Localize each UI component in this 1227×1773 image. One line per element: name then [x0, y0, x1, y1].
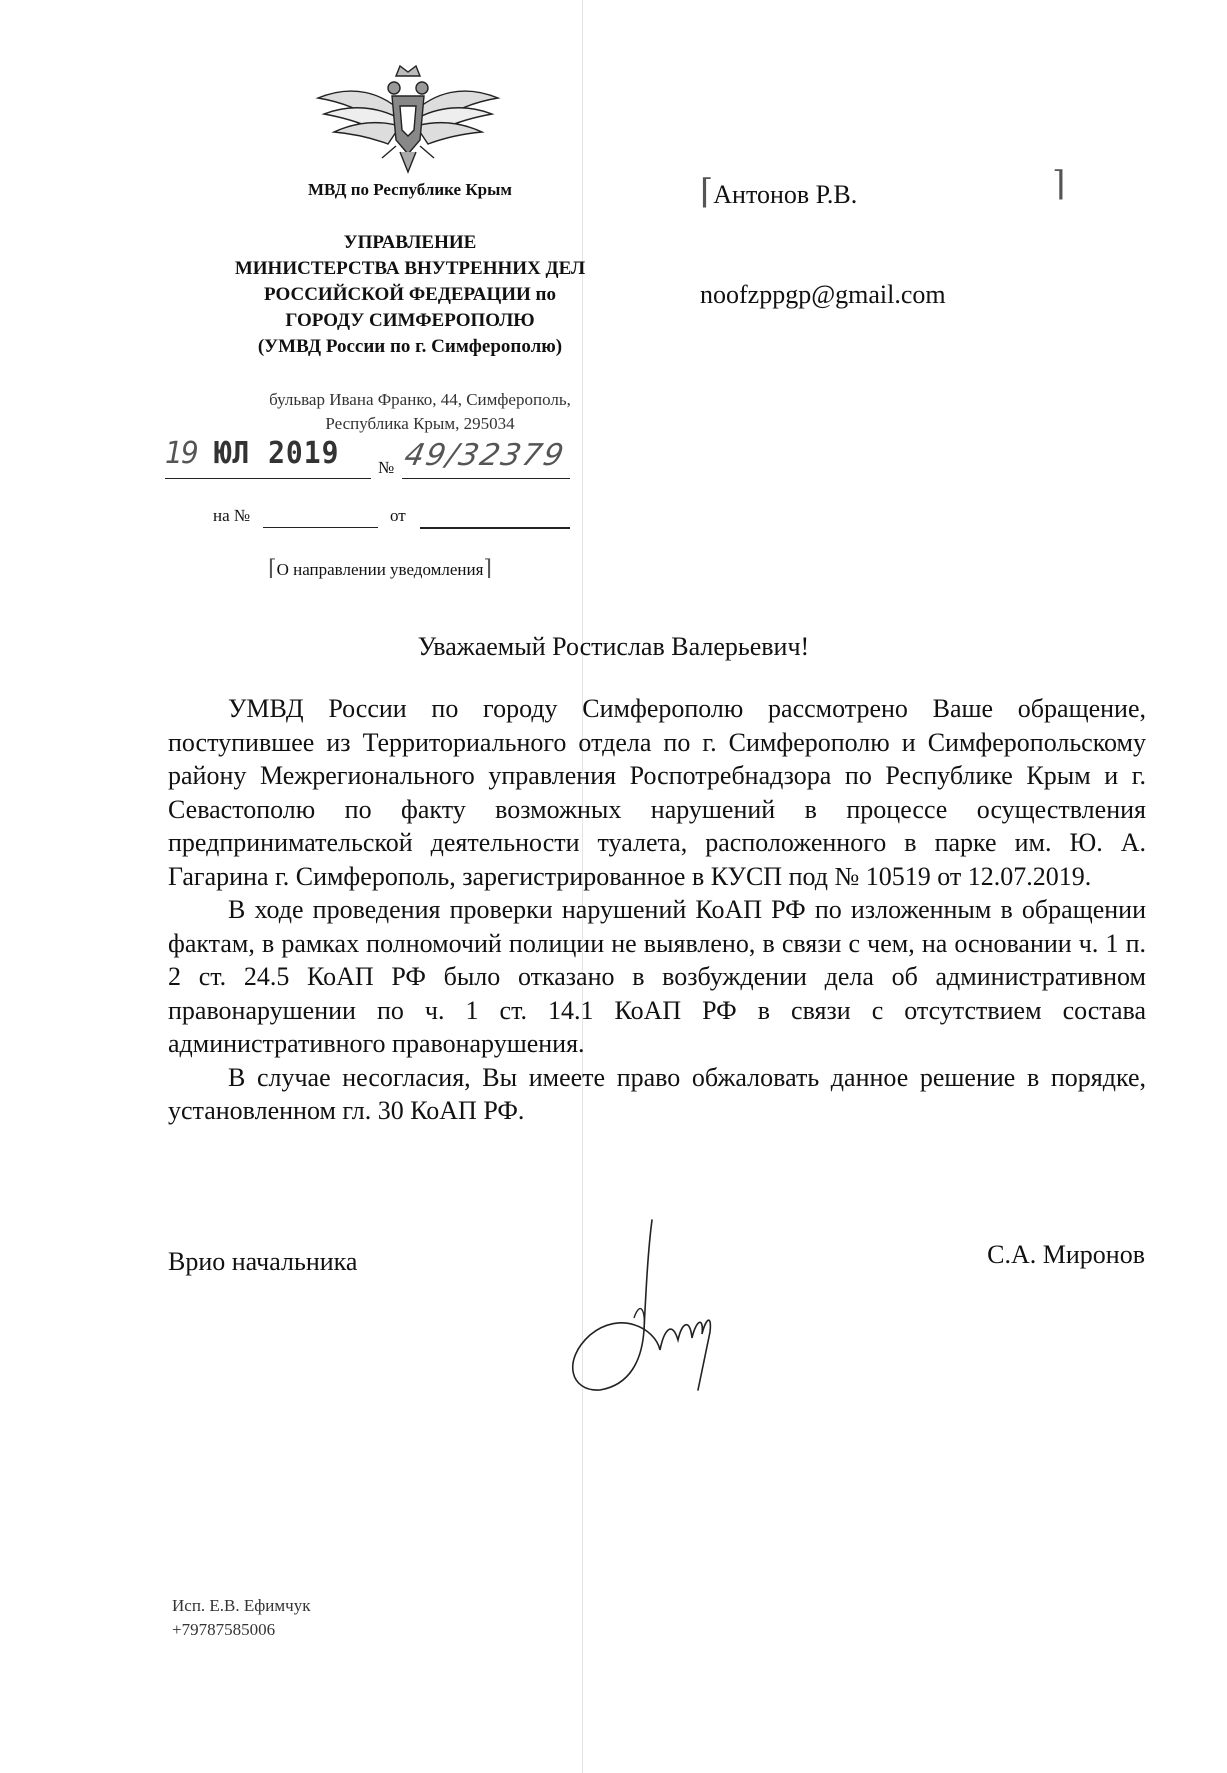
addressee-name [700, 172, 857, 212]
department-line: (УМВД России по г. Симферополю) [257, 336, 563, 357]
department-name [180, 230, 640, 360]
letter-body [168, 692, 1146, 1128]
address-line: бульвар Ивана Франко, 44, Симферополь, [269, 390, 571, 409]
addressee-email: noofzppgp@gmail.com [700, 280, 946, 309]
subject-text: О направлении уведомления [276, 560, 484, 579]
bracket-open-icon: ⌈ [268, 555, 277, 580]
executor-info [172, 1594, 310, 1642]
department-address [200, 388, 640, 436]
body-paragraph: УМВД России по городу Симферополю рассмотрено Ваше обращение, поступившее из Территориального отдела по г. Симферополю и Симферопольскому району Межрегионального управления Роспотребнадзора по Республике Крым и г. Севастополю по факту возможных нарушений в процессе осуществления предпринимательской деятельности туалета, расположенного в парке им. Ю. А. Гагарина г. Симферополь, зарегистрированное в КУСП под № 10519 от 12.07.2019. [168, 694, 1146, 891]
registration-number: 49/32379 [401, 438, 569, 473]
number-label: № [378, 458, 395, 477]
corner-left-icon: ⌈ [700, 174, 714, 211]
date-month-year: ЮЛ 2019 [214, 434, 340, 471]
department-line: ГОРОДУ СИМФЕРОПОЛЮ [285, 310, 535, 331]
from-underline [420, 527, 570, 529]
letter-subject [268, 555, 492, 581]
date-underline [165, 478, 371, 479]
ref-underline [263, 527, 378, 528]
signatory-name: С.А. Миронов [987, 1240, 1145, 1269]
eagle-emblem-icon [312, 62, 504, 180]
address-line: Республика Крым, 295034 [325, 414, 515, 433]
body-paragraph: В ходе проведения проверки нарушений КоАП РФ по изложенным в обращении фактам, в рамках полномочий полиции не выявлено, в связи с чем, на основании ч. 1 п. 2 ст. 24.5 КоАП РФ было отказано в возбуждении дела об административном правонарушении по ч. 1 ст. 14.1 КоАП РФ в связи с отсутствием состава административного правонарушения. [168, 895, 1146, 1058]
bracket-close-icon: ⌉ [483, 555, 493, 580]
executor-phone: +79787585006 [172, 1620, 276, 1639]
number-underline [402, 478, 570, 479]
department-line: УПРАВЛЕНИЕ [343, 232, 477, 253]
ministry-short-name: МВД по Республике Крым [308, 180, 512, 199]
signatory-position: Врио начальника [168, 1247, 358, 1276]
department-line: МИНИСТЕРСТВА ВНУТРЕННИХ ДЕЛ [234, 258, 586, 279]
registration-date-stamp [165, 435, 340, 471]
salutation: Уважаемый Ростислав Валерьевич! [417, 632, 810, 661]
date-day: 19 [165, 434, 197, 471]
from-label: от [390, 506, 406, 525]
handwritten-signature-icon [560, 1210, 730, 1400]
corner-right-icon: ⌉ [1052, 166, 1066, 203]
body-paragraph: В случае несогласия, Вы имеете право обжаловать данное решение в порядке, установленном гл. 30 КоАП РФ. [168, 1062, 1146, 1125]
ref-label: на № [213, 506, 251, 525]
department-line: РОССИЙСКОЙ ФЕДЕРАЦИИ по [263, 284, 556, 305]
addressee-name-text: Антонов Р.В. [713, 180, 858, 209]
executor-name: Исп. Е.В. Ефимчук [172, 1596, 311, 1615]
